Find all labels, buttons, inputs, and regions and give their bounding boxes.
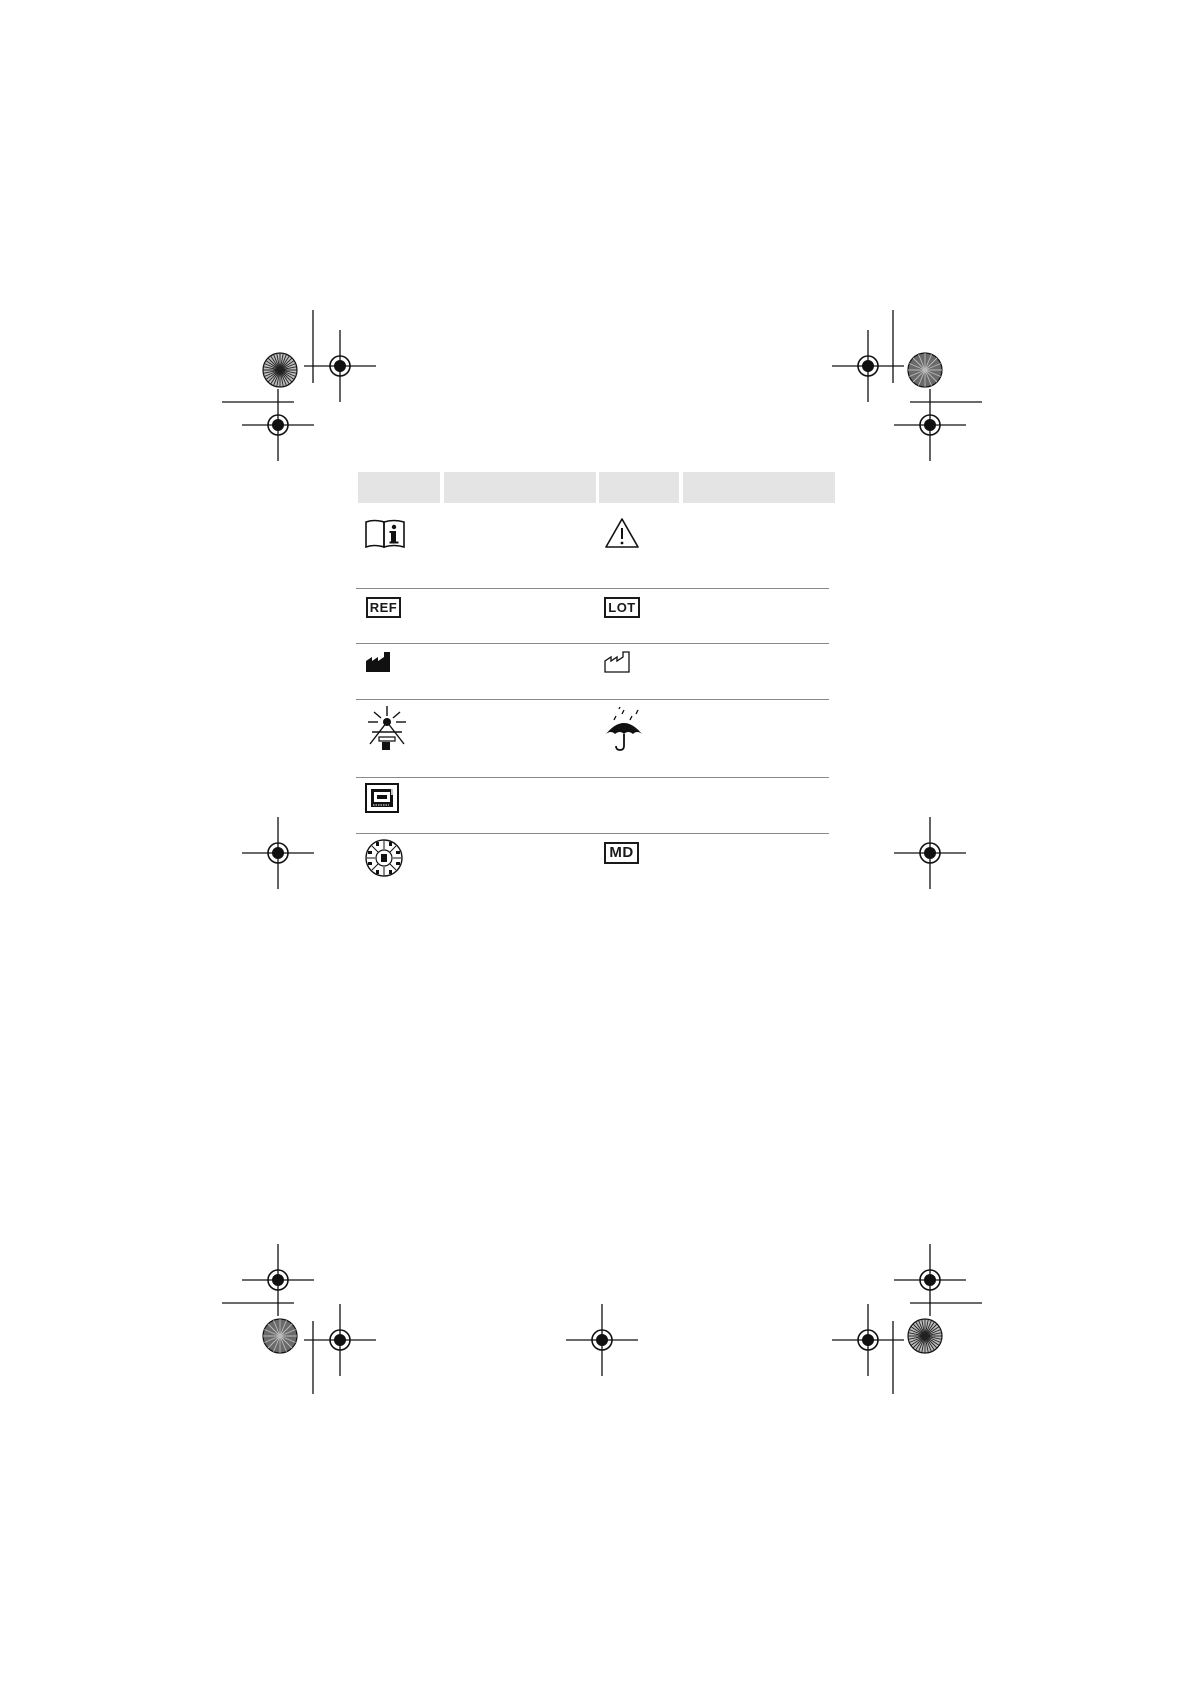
date-of-manufacture-icon — [604, 651, 630, 673]
table-header-cell — [358, 472, 440, 503]
row-divider — [356, 643, 829, 644]
caution-icon — [604, 517, 640, 549]
row-divider — [356, 777, 829, 778]
ref-catalogue-number-icon: REF — [366, 597, 401, 618]
medical-device-icon: MD — [604, 842, 639, 864]
table-header-cell — [683, 472, 835, 503]
keep-away-from-sunlight-icon — [364, 704, 410, 752]
row-divider — [356, 699, 829, 700]
inspection-date-seal-icon — [364, 838, 404, 878]
table-header-cell — [444, 472, 596, 503]
keep-dry-icon — [604, 706, 644, 752]
lot-batch-code-icon: LOT — [604, 597, 640, 618]
table-header-cell — [599, 472, 679, 503]
manufacturer-icon — [365, 651, 391, 673]
instructions-for-use-icon — [364, 519, 406, 549]
row-divider — [356, 833, 829, 834]
row-divider — [356, 588, 829, 589]
product-label-icon — [365, 783, 399, 813]
